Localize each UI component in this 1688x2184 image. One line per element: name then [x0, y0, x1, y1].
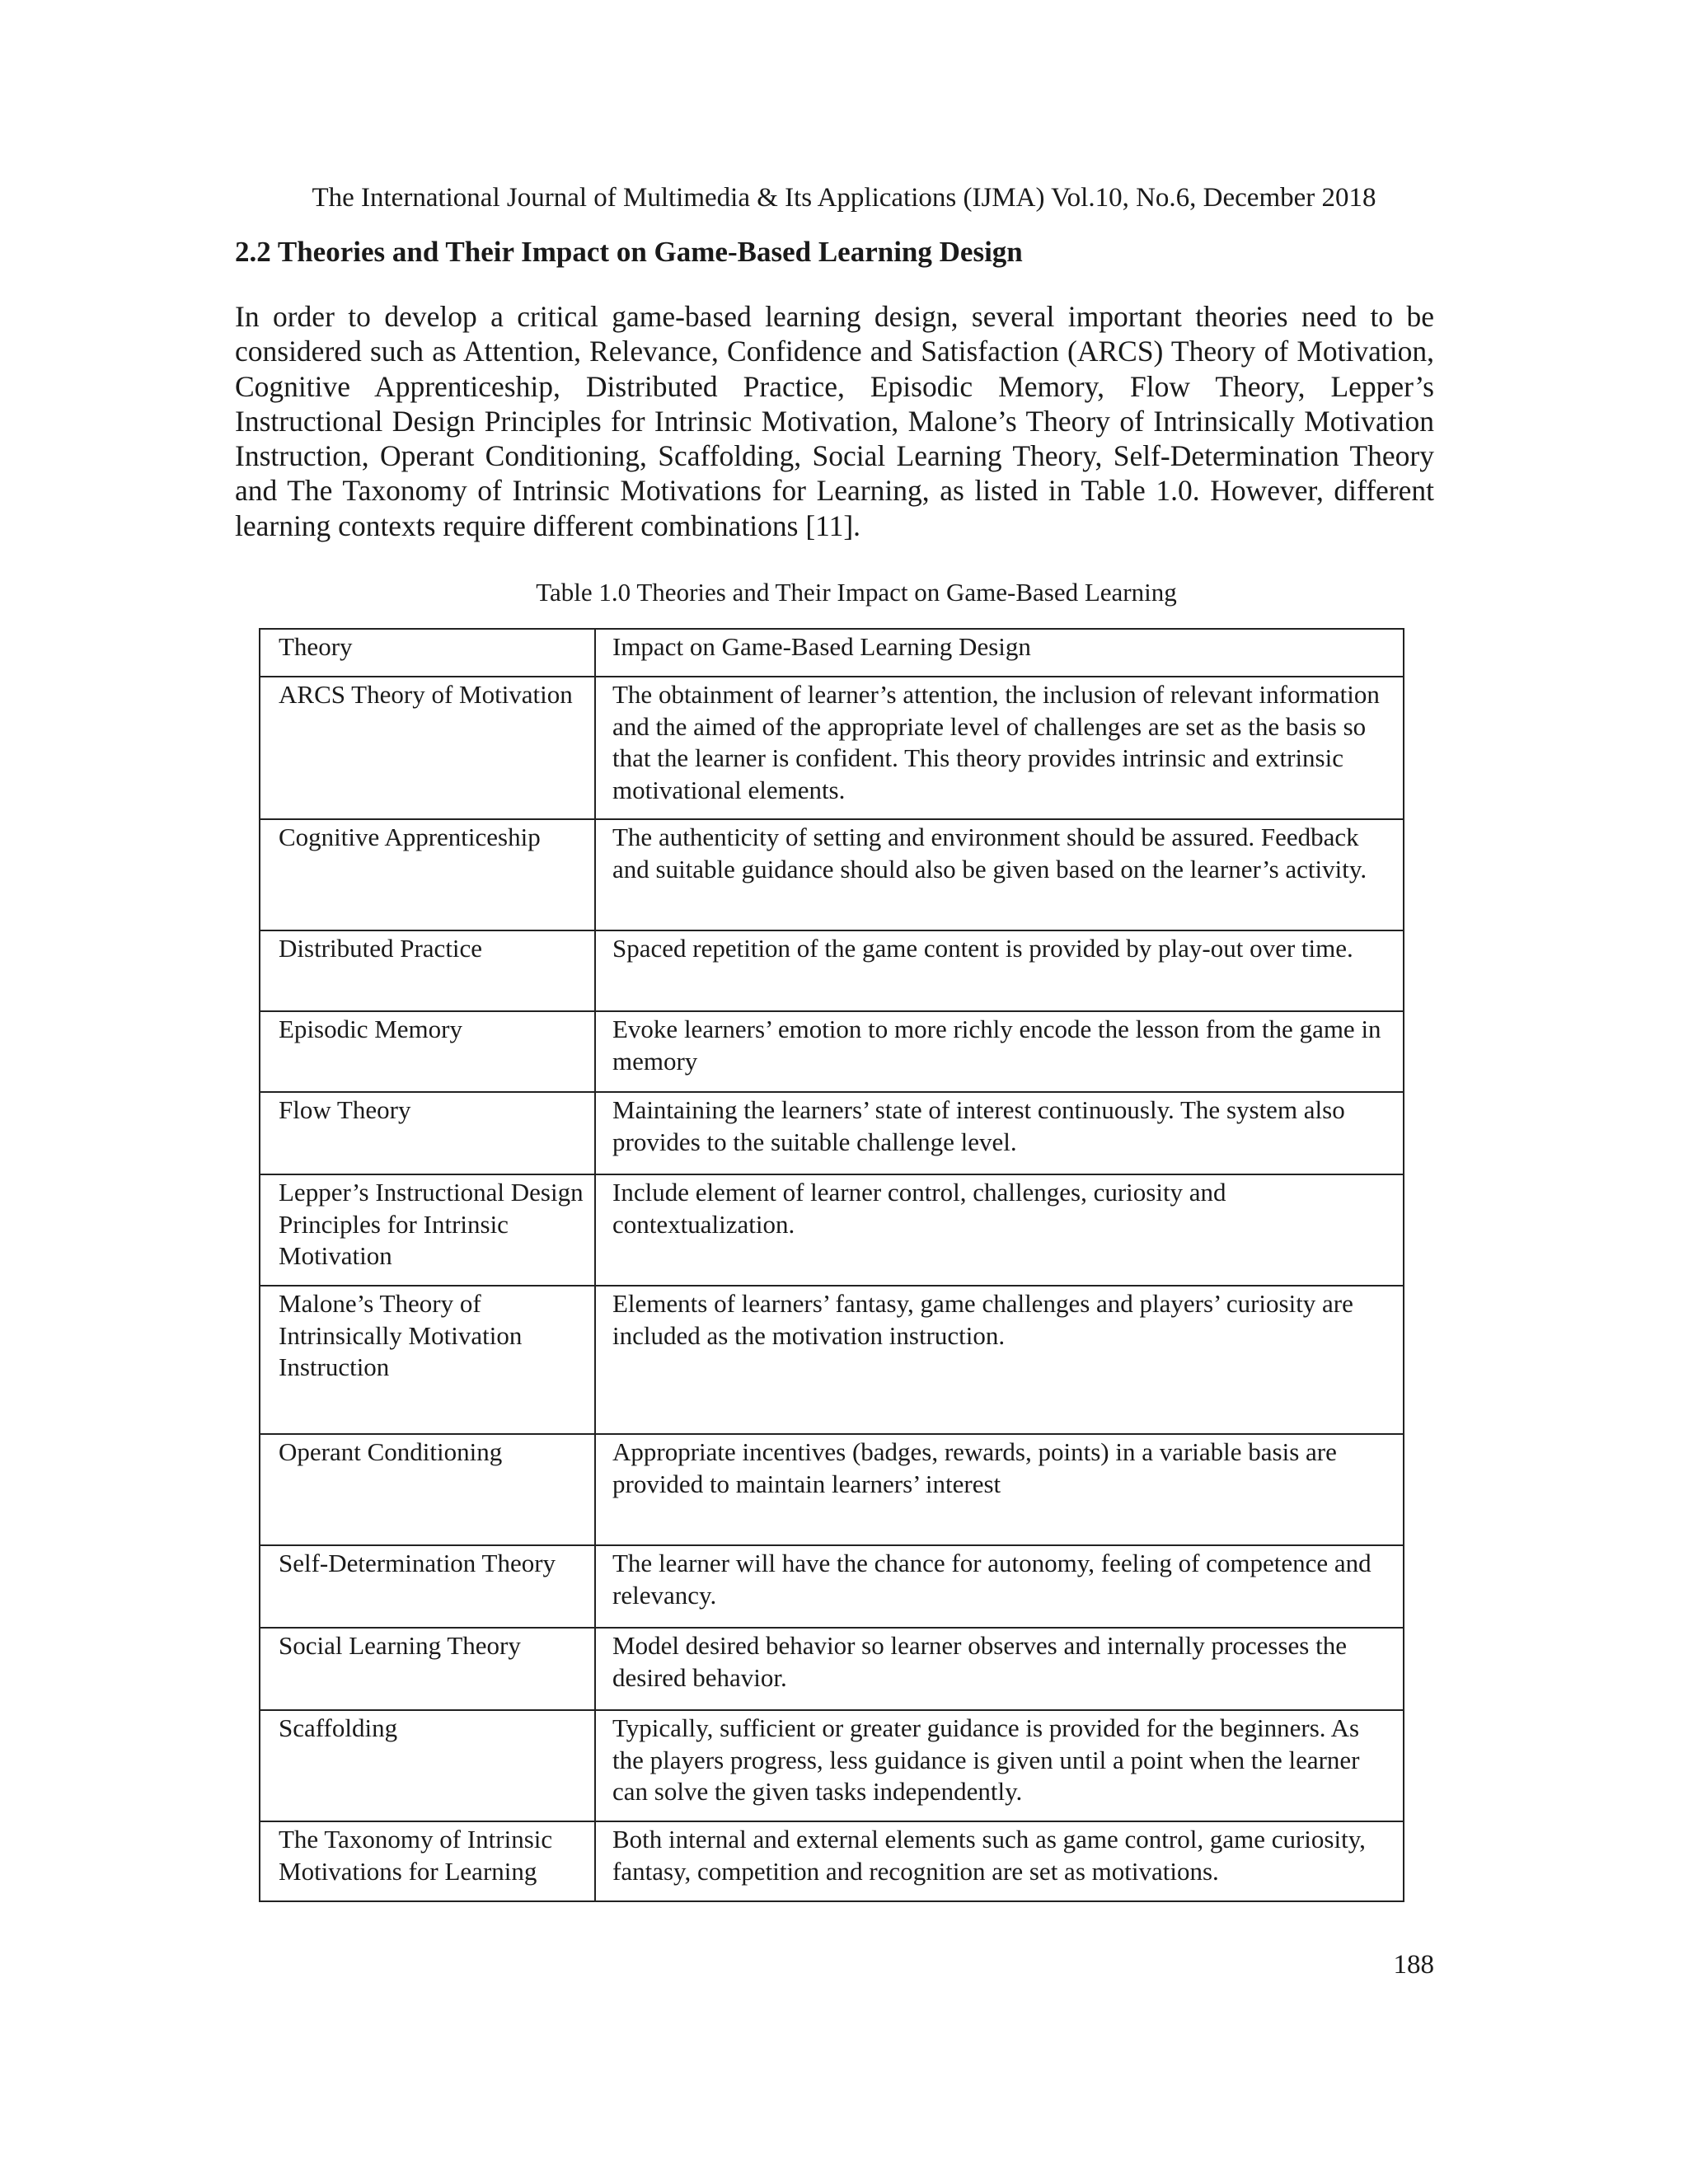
running-header: The International Journal of Multimedia & Its Applications (IJMA) Vol.10, No.6, December 2018	[312, 183, 1376, 213]
table-row	[260, 1710, 1404, 1821]
table-row	[260, 1286, 1404, 1434]
impact-cell: The learner will have the chance for autonomy, feeling of competence and relevancy.	[595, 1545, 1404, 1628]
theory-cell: Self-Determination Theory	[260, 1545, 595, 1628]
table-row	[260, 1545, 1404, 1628]
section-heading: 2.2 Theories and Their Impact on Game-Based Learning Design	[235, 236, 1023, 268]
theory-cell: Lepper’s Instructional Design Principles for Intrinsic Motivation	[260, 1174, 595, 1286]
theory-cell: Distributed Practice	[260, 930, 595, 1011]
page-number: 188	[1393, 1950, 1434, 1980]
theory-cell: Scaffolding	[260, 1710, 595, 1821]
theory-cell: ARCS Theory of Motivation	[260, 677, 595, 819]
impact-cell: Spaced repetition of the game content is provided by play-out over time.	[595, 930, 1404, 1011]
impact-cell: Maintaining the learners’ state of interest continuously. The system also provides to the suitable challenge level.	[595, 1092, 1404, 1174]
impact-cell: The authenticity of setting and environment should be assured. Feedback and suitable guidance should also be given based on the learner’s activity.	[595, 819, 1404, 930]
theory-cell: Episodic Memory	[260, 1011, 595, 1092]
table-header-row	[260, 629, 1404, 677]
table-row	[260, 930, 1404, 1011]
theory-cell: Cognitive Apprenticeship	[260, 819, 595, 930]
impact-cell: Appropriate incentives (badges, rewards, points) in a variable basis are provided to maintain learners’ interest	[595, 1434, 1404, 1545]
table-row	[260, 819, 1404, 930]
impact-cell: The obtainment of learner’s attention, the inclusion of relevant information and the aimed of the appropriate level of challenges are set as the basis so that the learner is confident. This theory provides intrinsic and extrinsic motivational elements.	[595, 677, 1404, 819]
intro-paragraph: In order to develop a critical game-based learning design, several important theories need to be considered such as Attention, Relevance, Confidence and Satisfaction (ARCS) Theory of Motivation, Cognitive Apprenticeship, Distributed Practice, Episodic Memory, Flow Theory, Lepper’s Instructional Design Principles for Intrinsic Motivation, Malone’s Theory of Intrinsically Motivation Instruction, Operant Conditioning, Scaffolding, Social Learning Theory, Self-Determination Theory and The Taxonomy of Intrinsic Motivations for Learning, as listed in Table 1.0. However, different learning contexts require different combinations [11].	[235, 300, 1434, 542]
theories-table	[259, 628, 1404, 1902]
table-row	[260, 1821, 1404, 1901]
table-row	[260, 1011, 1404, 1092]
table-caption: Table 1.0 Theories and Their Impact on Game-Based Learning	[536, 578, 1177, 607]
table-row	[260, 1628, 1404, 1710]
impact-cell: Typically, sufficient or greater guidance is provided for the beginners. As the players progress, less guidance is given until a point when the learner can solve the given tasks independently.	[595, 1710, 1404, 1821]
theory-cell: Flow Theory	[260, 1092, 595, 1174]
header-cell-impact: Impact on Game-Based Learning Design	[595, 629, 1404, 677]
impact-cell: Include element of learner control, challenges, curiosity and contextualization.	[595, 1174, 1404, 1286]
table-row	[260, 1434, 1404, 1545]
impact-cell: Model desired behavior so learner observes and internally processes the desired behavior.	[595, 1628, 1404, 1710]
table-row	[260, 677, 1404, 819]
theory-cell: Operant Conditioning	[260, 1434, 595, 1545]
impact-cell: Evoke learners’ emotion to more richly encode the lesson from the game in memory	[595, 1011, 1404, 1092]
table-row	[260, 1092, 1404, 1174]
theory-cell: The Taxonomy of Intrinsic Motivations for Learning	[260, 1821, 595, 1901]
table-row	[260, 1174, 1404, 1286]
impact-cell: Both internal and external elements such as game control, game curiosity, fantasy, competition and recognition are set as motivations.	[595, 1821, 1404, 1901]
impact-cell: Elements of learners’ fantasy, game challenges and players’ curiosity are included as the motivation instruction.	[595, 1286, 1404, 1434]
header-cell-theory: Theory	[260, 629, 595, 677]
theory-cell: Malone’s Theory of Intrinsically Motivation Instruction	[260, 1286, 595, 1434]
theory-cell: Social Learning Theory	[260, 1628, 595, 1710]
